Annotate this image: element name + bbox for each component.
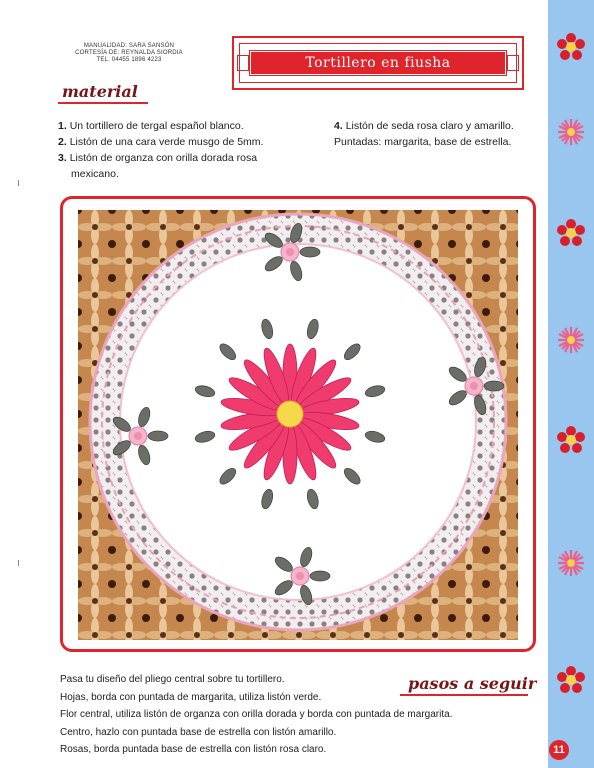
- leaf: [148, 431, 168, 441]
- pink-star-flower-icon: [556, 325, 586, 355]
- title-frame-notch-left: [237, 55, 249, 71]
- steps-heading-text: pasos a seguir: [408, 674, 537, 693]
- rose-center: [296, 572, 304, 580]
- credits-line: CORTESÍA DE: REYNALDA SIORDIA: [75, 50, 183, 56]
- red-flower-icon: [556, 425, 586, 455]
- material-text: Listón de seda rosa claro y amarillo.: [345, 120, 514, 132]
- material-text: Listón de una cara verde musgo de 5mm.: [69, 136, 264, 148]
- margin-mark: [18, 180, 19, 186]
- decorative-sidebar: [548, 0, 594, 768]
- rose-center: [470, 382, 478, 390]
- red-flower-icon: [556, 665, 586, 695]
- title-frame: [232, 36, 524, 90]
- heading-underline: [58, 102, 148, 104]
- materials-list-right: [334, 118, 539, 150]
- material-text: Puntadas: margarita, base de estrella.: [334, 136, 512, 148]
- material-number: 3.: [58, 152, 67, 164]
- step-line: Pasa tu diseño del pliego central sobre tu tortillero.: [60, 674, 285, 685]
- material-number: 4.: [334, 120, 343, 132]
- step-line: Flor central, utiliza listón de organza con orilla dorada y borda con puntada de margarita.: [60, 709, 453, 720]
- material-heading: [62, 82, 138, 101]
- page-title: Tortillero en fiusha: [250, 51, 506, 75]
- material-item: [58, 118, 298, 134]
- embroidered-tortillero-image: [78, 210, 518, 640]
- material-text: Listón de organza con orilla dorada rosa mexicano.: [69, 152, 258, 180]
- leaf: [300, 247, 320, 257]
- step-line: Centro, hazlo con puntada base de estrella con listón amarillo.: [60, 726, 337, 738]
- rose-center: [134, 432, 142, 440]
- leaf: [310, 571, 330, 581]
- material-number: 1.: [58, 120, 67, 132]
- title-frame-notch-right: [507, 55, 519, 71]
- pink-star-flower-icon: [556, 117, 586, 147]
- margin-mark: [18, 560, 19, 566]
- materials-list-left: [58, 118, 298, 182]
- step-line: Hojas, borda con puntada de margarita, utiliza listón verde.: [60, 691, 322, 703]
- red-flower-icon: [556, 218, 586, 248]
- credits-line: TEL. 04455 1896 4223: [96, 57, 162, 63]
- material-number: 2.: [58, 136, 67, 148]
- credits-line: MANUALIDAD: SARA SANSÓN: [83, 43, 175, 49]
- steps-text: [60, 671, 520, 759]
- step-line: Rosas, borda puntada base de estrella con listón rosa claro.: [60, 744, 327, 755]
- material-item: [334, 118, 539, 134]
- pink-star-flower-icon: [556, 548, 586, 578]
- page-number: 11: [549, 740, 569, 760]
- material-text: Un tortillero de tergal español blanco.: [69, 120, 244, 132]
- material-heading-text: material: [62, 82, 138, 101]
- red-flower-icon: [556, 32, 586, 62]
- credits-block: [64, 43, 194, 64]
- material-item: [58, 150, 281, 182]
- material-item: [58, 134, 298, 150]
- material-item: [334, 134, 539, 150]
- tortillero-photo: [78, 210, 518, 640]
- rose-center: [286, 248, 294, 256]
- leaf: [484, 381, 504, 391]
